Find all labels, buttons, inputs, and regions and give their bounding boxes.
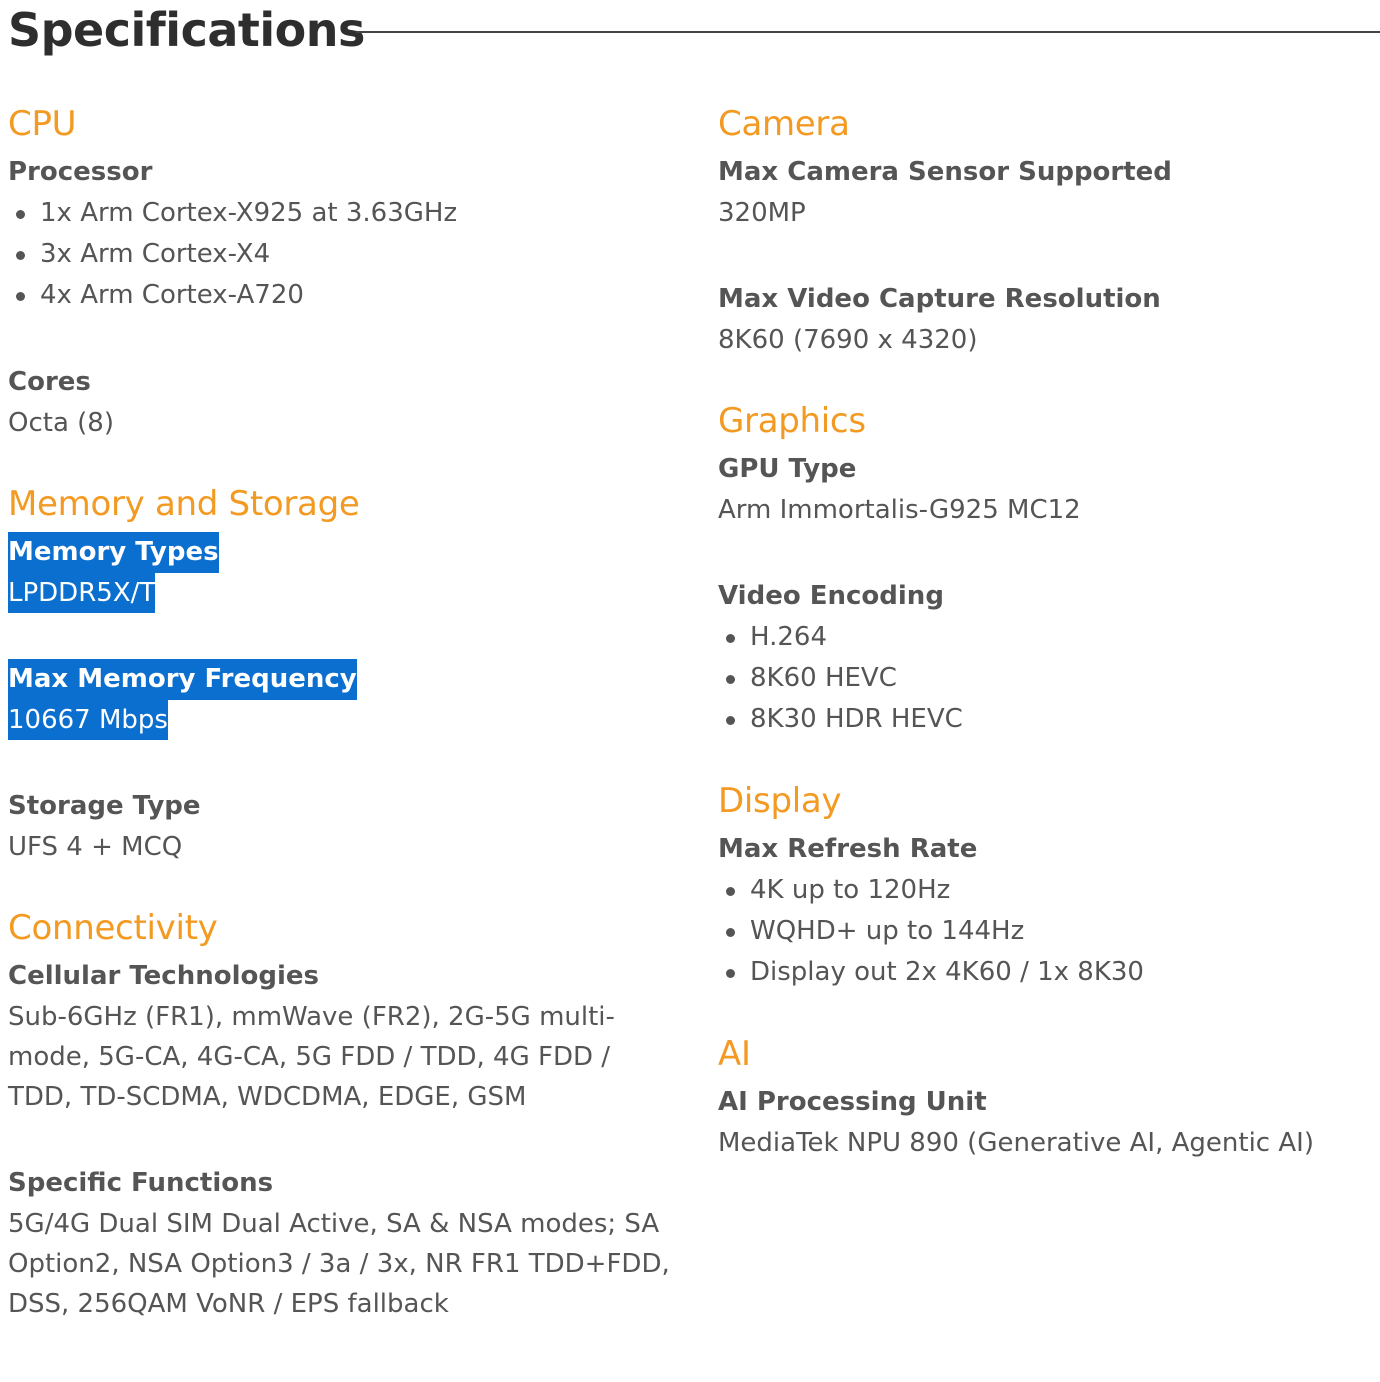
spec-label: Memory Types xyxy=(8,532,219,573)
spec-label: Max Video Capture Resolution xyxy=(718,284,1161,314)
spec-label: GPU Type xyxy=(718,454,857,484)
section-title-connectivity: Connectivity xyxy=(8,908,218,948)
section-title-graphics: Graphics xyxy=(718,401,866,441)
spec-memory-types xyxy=(8,532,678,613)
section-title-camera: Camera xyxy=(718,104,850,144)
section-ai xyxy=(718,1026,1378,1163)
specs-right-column xyxy=(718,96,1378,1163)
section-graphics xyxy=(718,393,1378,740)
spec-value: UFS 4 + MCQ xyxy=(8,832,183,862)
section-connectivity xyxy=(8,900,678,1324)
spec-value: Sub-6GHz (FR1), mmWave (FR2), 2G-5G multi-mode, 5G-CA, 4G-CA, 5G FDD / TDD, 4G FDD / TDD, TD-SCDMA, WDCDMA, EDGE, GSM xyxy=(8,1002,615,1112)
spec-processor xyxy=(8,152,678,316)
spec-cores xyxy=(8,362,678,443)
spec-label: AI Processing Unit xyxy=(718,1087,987,1117)
spec-label: Cores xyxy=(8,367,91,397)
spec-label: Processor xyxy=(8,157,153,187)
spec-functions xyxy=(8,1163,678,1324)
encoding-list xyxy=(718,617,1378,740)
page-header xyxy=(8,0,1380,62)
page-title: Specifications xyxy=(8,3,365,57)
list-item: 4x Arm Cortex-A720 xyxy=(8,275,678,316)
list-item: 1x Arm Cortex-X925 at 3.63GHz xyxy=(8,193,678,234)
list-item: Display out 2x 4K60 / 1x 8K30 xyxy=(718,952,1378,993)
spec-value: 10667 Mbps xyxy=(8,700,168,740)
spec-value: 8K60 (7690 x 4320) xyxy=(718,325,978,355)
spec-camera-sensor xyxy=(718,152,1378,233)
section-title-display: Display xyxy=(718,781,842,821)
list-item: WQHD+ up to 144Hz xyxy=(718,911,1378,952)
spec-ai-unit xyxy=(718,1082,1378,1163)
spec-video-capture xyxy=(718,279,1378,360)
spec-label: Max Camera Sensor Supported xyxy=(718,157,1172,187)
section-display xyxy=(718,773,1378,993)
spec-value: 320MP xyxy=(718,198,806,228)
specs-left-column xyxy=(8,96,678,1324)
list-item: 4K up to 120Hz xyxy=(718,870,1378,911)
spec-label: Max Memory Frequency xyxy=(8,659,357,700)
spec-value: MediaTek NPU 890 (Generative AI, Agentic AI) xyxy=(718,1128,1314,1158)
section-title-memory: Memory and Storage xyxy=(8,484,360,524)
spec-label: Cellular Technologies xyxy=(8,961,319,991)
spec-value: LPDDR5X/T xyxy=(8,573,155,613)
processor-list xyxy=(8,193,678,316)
spec-storage-type xyxy=(8,786,678,867)
list-item: 8K30 HDR HEVC xyxy=(718,699,1378,740)
list-item: 8K60 HEVC xyxy=(718,658,1378,699)
spec-label: Max Refresh Rate xyxy=(718,834,978,864)
spec-gpu-type xyxy=(718,449,1378,530)
section-camera xyxy=(718,96,1378,360)
spec-cellular xyxy=(8,956,678,1117)
title-divider xyxy=(356,31,1380,33)
spec-refresh-rate xyxy=(718,829,1378,993)
section-cpu xyxy=(8,96,678,443)
spec-memory-frequency xyxy=(8,659,678,740)
spec-label: Storage Type xyxy=(8,791,201,821)
section-memory-storage xyxy=(8,476,678,867)
spec-label: Video Encoding xyxy=(718,581,944,611)
section-title-cpu: CPU xyxy=(8,104,77,144)
list-item: H.264 xyxy=(718,617,1378,658)
spec-value: 5G/4G Dual SIM Dual Active, SA & NSA modes; SA Option2, NSA Option3 / 3a / 3x, NR FR1 TDD+FDD, DSS, 256QAM VoNR / EPS fallback xyxy=(8,1209,670,1319)
spec-value: Arm Immortalis-G925 MC12 xyxy=(718,495,1081,525)
refresh-list xyxy=(718,870,1378,993)
section-title-ai: AI xyxy=(718,1034,751,1074)
list-item: 3x Arm Cortex-X4 xyxy=(8,234,678,275)
spec-value: Octa (8) xyxy=(8,408,114,438)
spec-video-encoding xyxy=(718,576,1378,740)
spec-label: Specific Functions xyxy=(8,1168,274,1198)
